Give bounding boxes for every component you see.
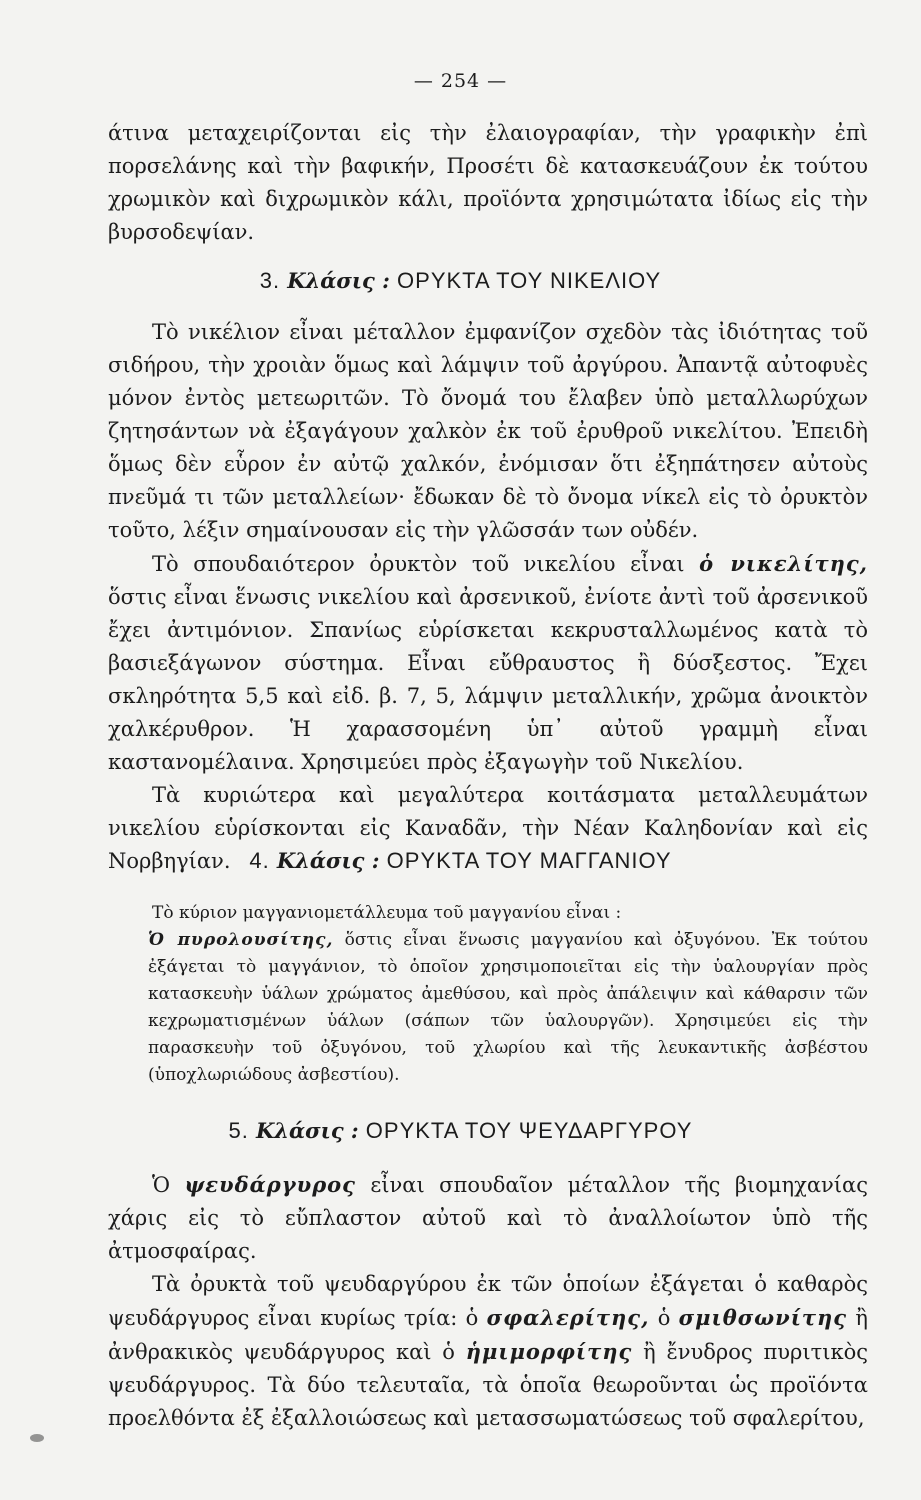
nickel-p2-intro: Τὸ σπουδαιότερον ὀρυκτὸν τοῦ νικελίου εἶναι bbox=[152, 552, 685, 576]
manganese-intro: Τὸ κύριον μαγγανιομετάλλευμα τοῦ μαγγανίου εἶναι : bbox=[152, 903, 622, 923]
section-3-label: Κλάσις : bbox=[287, 268, 390, 293]
section-3-title: ΟΡΥΚΤΑ ΤΟΥ ΝΙΚΕΛΙΟΥ bbox=[397, 268, 662, 293]
zinc-p2-part-d: ἢ ἔνυδρος πυριτικὸς ψευδάργυρος. Τὰ δύο τελευταῖα, τὰ ὁποῖα θεωροῦνται ὡς προϊόντα προελθόντα ἐξ ἐξαλλοιώσεως καὶ μετασσωματώσεως τοῦ σφαλερίτου, bbox=[108, 1340, 868, 1430]
smithsonite-term: σμιθσωνίτης bbox=[678, 1305, 848, 1330]
section-4-number: 4. bbox=[249, 848, 270, 873]
zinc-p2-part-c: ἢ ἀνθρακικὸς ψευδάργυρος καὶ ὁ bbox=[108, 1306, 868, 1364]
ink-smudge-mark bbox=[30, 1434, 44, 1442]
continuation-paragraph: άτινα μεταχειρίζονται εἰς τὴν ἐλαιογραφίαν, τὴν γραφικὴν ἐπὶ πορσελάνης καὶ τὴν βαφικήν, Προσέτι δὲ κατασκευάζουν ἐκ τούτου χρωμικὸν καὶ διχρωμικὸν κάλι, προϊόντα χρησιμώτατα ἰδίως εἰς τὴν βυρσοδεψίαν. bbox=[108, 121, 868, 244]
section-5-heading bbox=[0, 1118, 921, 1144]
pyrolusite-body: ὅστις εἶναι ἕνωσις μαγγανίου καὶ ὀξυγόνου. Ἐκ τούτου ἐξάγεται τὸ μαγγάνιον, τὸ ὁποῖον χρησιμοποιεῖται εἰς τὴν ὑαλουργίαν πρὸς κατασκευὴν ὑάλων χρώματος ἀμεθύσου, καὶ πρὸς ἀπάλειψιν καὶ κάθαρσιν τῶν κεχρωματισμένων ὑάλων (σάπων τῶν ὑαλουργῶν). Χρησιμεύει εἰς τὴν παρασκευὴν τοῦ ὀξυγόνου, τοῦ χλωρίου καὶ τῆς λευκαντικῆς ἀσβέστου (ὑποχλωριώδους ἀσβεστίου). bbox=[148, 930, 868, 1085]
hemimorphite-term: ἡμιμορφίτης bbox=[465, 1339, 633, 1364]
zinc-p1-body: εἶναι σπουδαῖον μέταλλον τῆς βιομηχανίας χάρις εἰς τὸ εὔπλαστον αὐτοῦ καὶ τὸ ἀναλλοίωτον ὑπὸ τῆς ἀτμοσφαίρας. bbox=[108, 1173, 868, 1263]
continuation-block bbox=[108, 117, 868, 249]
zinc-paragraph-2 bbox=[108, 1268, 868, 1435]
pyrolusite-paragraph bbox=[108, 927, 868, 1089]
sphalerite-term: σφαλερίτης, bbox=[486, 1305, 650, 1330]
section-3-body bbox=[108, 316, 868, 878]
zinc-paragraph-1 bbox=[108, 1168, 868, 1268]
section-5-title: ΟΡΥΚΤΑ ΤΟΥ ΨΕΥΔΑΡΓΥΡΟΥ bbox=[365, 1118, 693, 1143]
section-4-body bbox=[108, 900, 868, 1089]
zinc-p1-article: Ὁ bbox=[152, 1173, 171, 1197]
page-number: — 254 — bbox=[413, 70, 508, 92]
zinc-p2-part-a: Τὰ ὀρυκτὰ τοῦ ψευδαργύρου ἐκ τῶν ὁποίων ἐξάγεται ὁ καθαρὸς ψευδάργυρος εἶναι κυρίως τρία: ὁ bbox=[108, 1272, 868, 1330]
zinc-term: ψευδάργυρος bbox=[184, 1172, 356, 1197]
zinc-p2-part-b: ὁ bbox=[657, 1306, 671, 1330]
section-3-heading bbox=[0, 268, 921, 294]
section-4-heading bbox=[0, 848, 921, 874]
section-5-number: 5. bbox=[228, 1118, 249, 1143]
section-4-title: ΟΡΥΚΤΑ ΤΟΥ ΜΑΓΓΑΝΙΟΥ bbox=[386, 848, 672, 873]
section-5-label: Κλάσις : bbox=[256, 1118, 359, 1143]
section-3-number: 3. bbox=[259, 268, 281, 293]
section-5-body bbox=[108, 1168, 868, 1435]
nickel-paragraph-2 bbox=[108, 547, 868, 779]
pyrolusite-term: Ὁ πυρολουσίτης, bbox=[148, 930, 334, 950]
nickel-paragraph-3: Τὰ κυριώτερα καὶ μεγαλύτερα κοιτάσματα μεταλλευμάτων νικελίου εὑρίσκονται εἰς Καναδᾶν, τὴν Νέαν Καληδονίαν καὶ εἰς Νορβηγίαν. bbox=[108, 783, 868, 873]
nickelite-term: ὁ νικελίτης, bbox=[699, 551, 868, 576]
nickel-paragraph-1: Τὸ νικέλιον εἶναι μέταλλον ἐμφανίζον σχεδὸν τὰς ἰδιότητας τοῦ σιδήρου, τὴν χροιὰν ὅμως καὶ λάμψιν τοῦ ἀργύρου. Ἀπαντᾷ αὐτοφυὲς μόνον ἐντὸς μετεωριτῶν. Τὸ ὄνομά του ἔλαβεν ὑπὸ μεταλλωρύχων ζητησάντων νὰ ἐξαγάγουν χαλκὸν ἐκ τοῦ ἐρυθροῦ νικελίτου. Ἐπειδὴ ὅμως δὲν εὗρον ἐν αὐτῷ χαλκόν, ἐνόμισαν ὅτι ἐξηπάτησεν αὐτοὺς πνεῦμά τι τῶν μεταλλείων· ἔδωκαν δὲ τὸ ὄνομα νίκελ εἰς τὸ ὀρυκτὸν τοῦτο, λέξιν σημαίνουσαν εἰς τὴν γλῶσσάν των οὐδέν. bbox=[108, 320, 868, 542]
nickel-p2-body: ὅστις εἶναι ἕνωσις νικελίου καὶ ἀρσενικοῦ, ἐνίοτε ἀντὶ τοῦ ἀρσενικοῦ ἔχει ἀντιμόνιον. Σπανίως εὑρίσκεται κεκρυσταλλωμένος κατὰ τὸ βασιεξάγωνον σύστημα. Εἶναι εὔθραυστος ἢ δύσξεστος. Ἔχει σκληρότητα 5,5 καὶ εἰδ. β. 7, 5, λάμψιν μεταλλικήν, χρῶμα ἀνοικτὸν χαλκέρυθρον. Ἡ χαρασσομένη ὑπ᾽ αὐτοῦ γραμμὴ εἶναι καστανομέλαινα. Χρησιμεύει πρὸς ἐξαγωγὴν τοῦ Νικελίου. bbox=[108, 585, 868, 774]
section-4-label: Κλάσις : bbox=[276, 848, 380, 873]
